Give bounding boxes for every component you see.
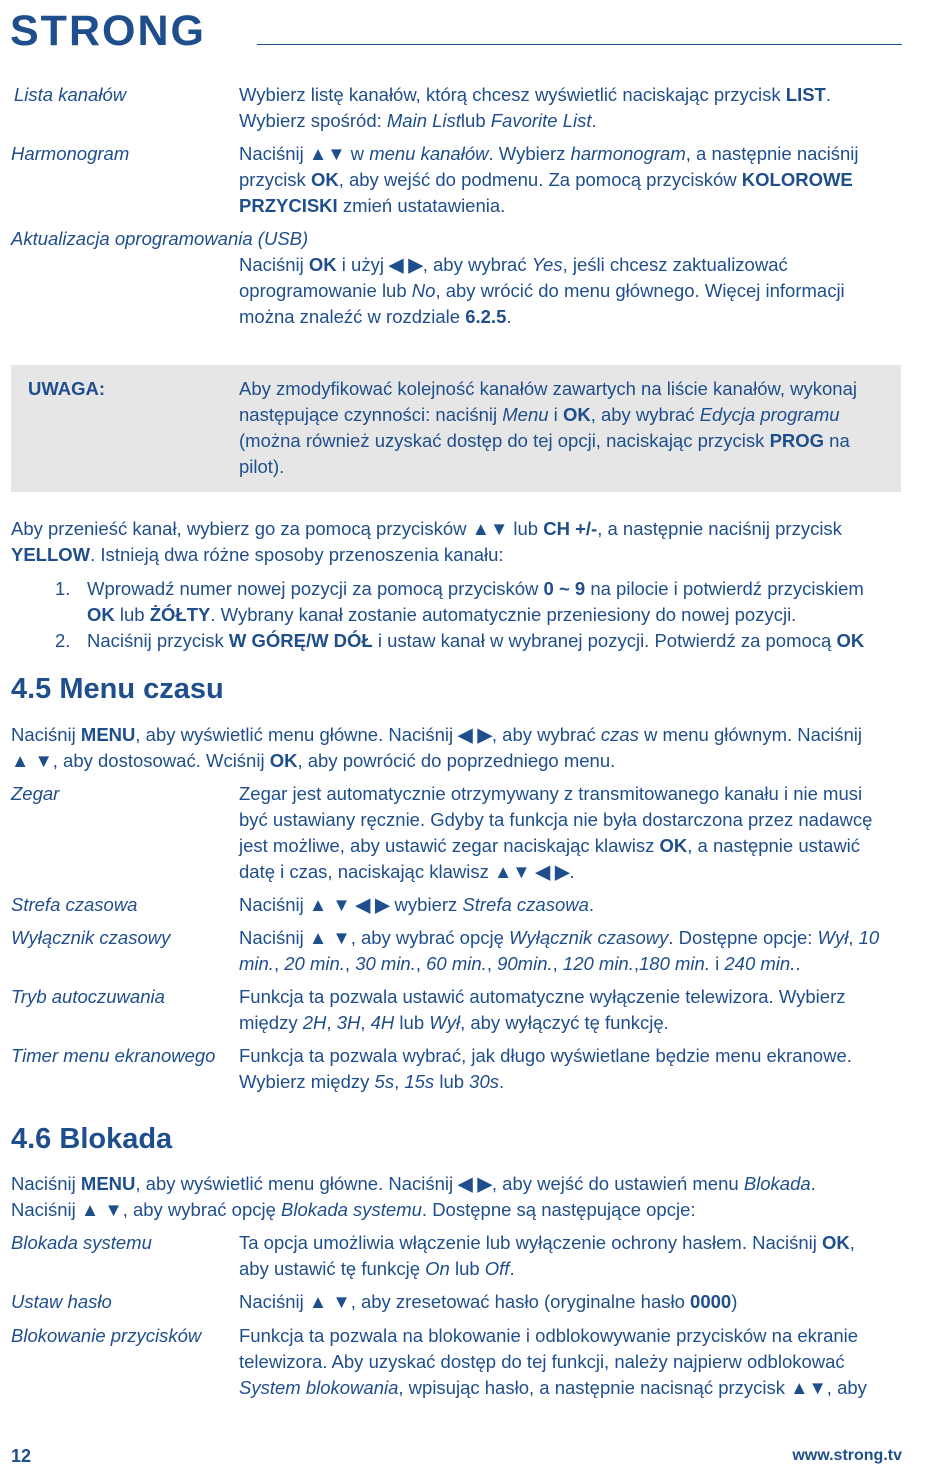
note-label: UWAGA:	[28, 378, 106, 399]
term-zegar: Zegar	[11, 783, 60, 804]
list-number: 2.	[55, 630, 71, 651]
desc-harmonogram: Naciśnij ▲▼ w menu kanałów. Wybierz harmonogram, a następnie naciśnij przycisk OK, aby wejść do podmenu. Za pomocą przycisków KOLOROWE PRZYCISKI zmień ustatawienia.	[239, 143, 859, 216]
desc-blokada-systemu: Ta opcja umożliwia włączenie lub wyłączenie ochrony hasłem. Naciśnij OK, aby ustawić tę funkcję On lub Off.	[239, 1232, 855, 1279]
list-item: Wprowadź numer nowej pozycji za pomocą przycisków 0 ~ 9 na pilocie i potwierdź przyciskiem OK lub ŻÓŁTY. Wybrany kanał zostanie automatycznie przeniesiony do nowej pozycji.	[87, 578, 864, 625]
arrow-keys-icon: ▲▼ ◀ ▶	[494, 861, 570, 882]
desc-tryb-autoczuwania: Funkcja ta pozwala ustawić automatyczne wyłączenie telewizora. Wybierz między 2H, 3H, 4H lub Wył, aby wyłączyć tę funkcję.	[239, 986, 846, 1033]
term-harmonogram: Harmonogram	[11, 143, 130, 164]
header-rule	[257, 44, 902, 45]
desc-timer-menu: Funkcja ta pozwala wybrać, jak długo wyświetlane będzie menu ekranowe. Wybierz między 5s, 15s lub 30s.	[239, 1045, 852, 1092]
left-right-arrows-icon: ◀ ▶	[458, 1173, 492, 1194]
desc-lista-kanalow: Wybierz listę kanałów, którą chcesz wyświetlić naciskając przycisk LIST. Wybierz spośród: Main Listlub Favorite List.	[239, 84, 832, 131]
up-down-arrows-icon: ▲ ▼	[11, 750, 53, 771]
page-number: 12	[11, 1446, 32, 1466]
note-text: Aby zmodyfikować kolejność kanałów zawartych na liście kanałów, wykonaj następujące czynności: naciśnij Menu i OK, aby wybrać Edycja programu (można również uzyskać dostęp do tej opcji, naciskając przycisk PROG na pilot).	[239, 378, 857, 477]
up-down-arrows-icon: ▲ ▼	[308, 927, 351, 948]
up-down-arrows-icon: ▲ ▼	[308, 1291, 351, 1312]
left-right-arrows-icon: ◀ ▶	[458, 724, 492, 745]
left-right-arrows-icon: ◀ ▶	[389, 254, 423, 275]
website-url: www.strong.tv	[792, 1447, 902, 1464]
up-down-arrows-icon: ▲▼	[790, 1377, 827, 1398]
strong-logo	[10, 10, 215, 50]
list-item: Naciśnij przycisk W GÓRĘ/W DÓŁ i ustaw kanał w wybranej pozycji. Potwierdź za pomocą OK	[87, 630, 865, 651]
up-down-arrows-icon: ▲ ▼	[80, 1199, 123, 1220]
desc-blokowanie-przyciskow: Funkcja ta pozwala na blokowanie i odblokowywanie przycisków na ekranie telewizora. Aby uzyskać dostęp do tej funkcji, należy najpierw odblokować System blokowania, wpisując hasło, a następnie nacisnąć przycisk ▲▼, aby	[239, 1325, 867, 1398]
up-down-arrows-icon: ▲▼	[308, 143, 346, 164]
desc-wylacznik-czasowy: Naciśnij ▲ ▼, aby wybrać opcję Wyłącznik czasowy. Dostępne opcje: Wył, 10 min., 20 min., 30 min., 60 min., 90min., 120 min.,180 min. i 240 min..	[239, 927, 880, 974]
term-blokowanie-przyciskow: Blokowanie przycisków	[11, 1325, 202, 1346]
term-ustaw-haslo: Ustaw hasło	[11, 1291, 112, 1312]
move-paragraph: Aby przenieść kanał, wybierz go za pomocą przycisków ▲▼ lub CH +/-, a następnie naciśnij przycisk YELLOW. Istnieją dwa różne sposoby przenoszenia kanału:	[11, 518, 842, 565]
section-4-6-intro: Naciśnij MENU, aby wyświetlić menu główne. Naciśnij ◀ ▶, aby wejść do ustawień menu Blokada. Naciśnij ▲ ▼, aby wybrać opcję Blokada systemu. Dostępne są następujące opcje:	[11, 1173, 816, 1220]
term-strefa-czasowa: Strefa czasowa	[11, 894, 138, 915]
term-aktualizacja: Aktualizacja oprogramowania (USB)	[11, 228, 309, 249]
desc-zegar: Zegar jest automatycznie otrzymywany z transmitowanego kanału i nie musi być ustawiany ręcznie. Gdyby ta funkcja nie była dostarczona przez nadawcę jest możliwe, aby ustawić zegar naciskając klawisz OK, a następnie ustawić datę i czas, naciskając klawisz ▲▼ ◀ ▶.	[239, 783, 873, 882]
term-lista-kanalow: Lista kanałów	[14, 84, 127, 105]
section-heading-4-5: 4.5 Menu czasu	[11, 673, 224, 705]
logo-text: STRONG	[10, 10, 206, 50]
term-tryb-autoczuwania: Tryb autoczuwania	[11, 986, 165, 1007]
desc-aktualizacja: Naciśnij OK i użyj ◀ ▶, aby wybrać Yes, jeśli chcesz zaktualizować oprogramowanie lub No, aby wrócić do menu głównego. Więcej informacji można znaleźć w rozdziale 6.2.5.	[239, 254, 845, 327]
section-4-5-intro: Naciśnij MENU, aby wyświetlić menu główne. Naciśnij ◀ ▶, aby wybrać czas w menu głównym. Naciśnij ▲ ▼, aby dostosować. Wciśnij OK, aby powrócić do poprzedniego menu.	[11, 724, 863, 771]
term-blokada-systemu: Blokada systemu	[11, 1232, 152, 1253]
desc-strefa-czasowa: Naciśnij ▲ ▼ ◀ ▶ wybierz Strefa czasowa.	[239, 894, 595, 915]
term-wylacznik-czasowy: Wyłącznik czasowy	[11, 927, 171, 948]
section-heading-4-6: 4.6 Blokada	[11, 1123, 173, 1155]
list-number: 1.	[55, 578, 71, 599]
desc-ustaw-haslo: Naciśnij ▲ ▼, aby zresetować hasło (oryginalne hasło 0000)	[239, 1291, 738, 1312]
arrow-keys-icon: ▲ ▼ ◀ ▶	[308, 894, 390, 915]
up-down-arrows-icon: ▲▼	[471, 518, 509, 539]
term-timer-menu: Timer menu ekranowego	[11, 1045, 216, 1066]
